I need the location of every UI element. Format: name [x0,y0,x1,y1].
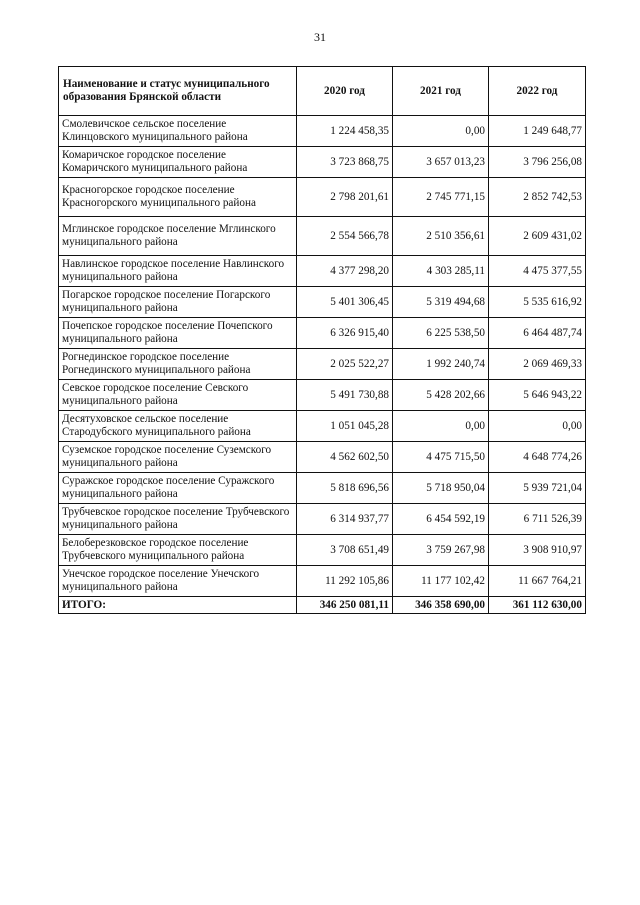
row-value-2020: 11 292 105,86 [297,566,393,597]
budget-table [58,66,586,614]
header-2022: 2022 год [489,67,586,116]
row-value-2022: 11 667 764,21 [489,566,586,597]
row-name: Почепское городское поселение Почепского муниципального района [59,318,297,349]
row-value-2021: 3 657 013,23 [393,147,489,178]
row-name: Суражское городское поселение Суражского муниципального района [59,473,297,504]
row-value-2022: 4 648 774,26 [489,442,586,473]
row-value-2020: 4 562 602,50 [297,442,393,473]
total-value-2020: 346 250 081,11 [297,597,393,614]
row-value-2021: 4 475 715,50 [393,442,489,473]
header-2021: 2021 год [393,67,489,116]
table-row [59,178,586,217]
row-name: Десятуховское сельское поселение Стародубского муниципального района [59,411,297,442]
row-name: Погарское городское поселение Погарского муниципального района [59,287,297,318]
total-value-2021: 346 358 690,00 [393,597,489,614]
row-value-2020: 6 326 915,40 [297,318,393,349]
row-value-2020: 2 798 201,61 [297,178,393,217]
row-value-2021: 4 303 285,11 [393,256,489,287]
table-row [59,116,586,147]
row-name: Смолевичское сельское поселение Клинцовского муниципального района [59,116,297,147]
header-name: Наименование и статус муниципального образования Брянской области [59,67,297,116]
row-value-2020: 3 708 651,49 [297,535,393,566]
row-value-2021: 0,00 [393,411,489,442]
table-row [59,380,586,411]
row-value-2020: 3 723 868,75 [297,147,393,178]
table-row [59,566,586,597]
row-name: Севское городское поселение Севского муниципального района [59,380,297,411]
page-number: 31 [314,30,326,44]
row-value-2022: 0,00 [489,411,586,442]
row-value-2022: 5 646 943,22 [489,380,586,411]
header-2020: 2020 год [297,67,393,116]
row-value-2020: 1 224 458,35 [297,116,393,147]
row-value-2020: 5 491 730,88 [297,380,393,411]
row-value-2021: 6 454 592,19 [393,504,489,535]
total-value-2022: 361 112 630,00 [489,597,586,614]
row-name: Комаричское городское поселение Комаричского муниципального района [59,147,297,178]
table-row [59,287,586,318]
row-value-2022: 6 464 487,74 [489,318,586,349]
row-name: Красногорское городское поселение Красногорского муниципального района [59,178,297,217]
row-value-2022: 2 852 742,53 [489,178,586,217]
row-value-2021: 0,00 [393,116,489,147]
table-row [59,411,586,442]
row-value-2021: 1 992 240,74 [393,349,489,380]
table-row [59,318,586,349]
row-value-2022: 2 609 431,02 [489,217,586,256]
table-row [59,256,586,287]
total-label: ИТОГО: [59,597,297,614]
table-row [59,349,586,380]
total-row [59,597,586,614]
row-value-2021: 2 510 356,61 [393,217,489,256]
row-value-2022: 1 249 648,77 [489,116,586,147]
row-value-2020: 2 025 522,27 [297,349,393,380]
row-value-2020: 4 377 298,20 [297,256,393,287]
row-value-2022: 3 796 256,08 [489,147,586,178]
table-row [59,535,586,566]
row-name: Белоберезковское городское поселение Трубчевского муниципального района [59,535,297,566]
row-name: Унечское городское поселение Унечского муниципального района [59,566,297,597]
row-value-2022: 5 939 721,04 [489,473,586,504]
row-value-2022: 3 908 910,97 [489,535,586,566]
row-value-2021: 3 759 267,98 [393,535,489,566]
row-value-2020: 5 818 696,56 [297,473,393,504]
row-name: Рогнединское городское поселение Рогнединского муниципального района [59,349,297,380]
row-value-2020: 2 554 566,78 [297,217,393,256]
row-value-2021: 11 177 102,42 [393,566,489,597]
row-value-2021: 2 745 771,15 [393,178,489,217]
row-value-2022: 5 535 616,92 [489,287,586,318]
table-row [59,442,586,473]
row-value-2021: 5 428 202,66 [393,380,489,411]
row-name: Навлинское городское поселение Навлинского муниципального района [59,256,297,287]
row-value-2020: 6 314 937,77 [297,504,393,535]
table-row [59,217,586,256]
row-value-2021: 6 225 538,50 [393,318,489,349]
row-name: Мглинское городское поселение Мглинского муниципального района [59,217,297,256]
row-value-2020: 1 051 045,28 [297,411,393,442]
row-value-2022: 2 069 469,33 [489,349,586,380]
row-value-2022: 4 475 377,55 [489,256,586,287]
row-value-2021: 5 319 494,68 [393,287,489,318]
table-row [59,473,586,504]
table-row [59,504,586,535]
row-value-2021: 5 718 950,04 [393,473,489,504]
table-header-row [59,67,586,116]
row-name: Трубчевское городское поселение Трубчевского муниципального района [59,504,297,535]
row-value-2020: 5 401 306,45 [297,287,393,318]
row-value-2022: 6 711 526,39 [489,504,586,535]
table-row [59,147,586,178]
row-name: Суземское городское поселение Суземского муниципального района [59,442,297,473]
